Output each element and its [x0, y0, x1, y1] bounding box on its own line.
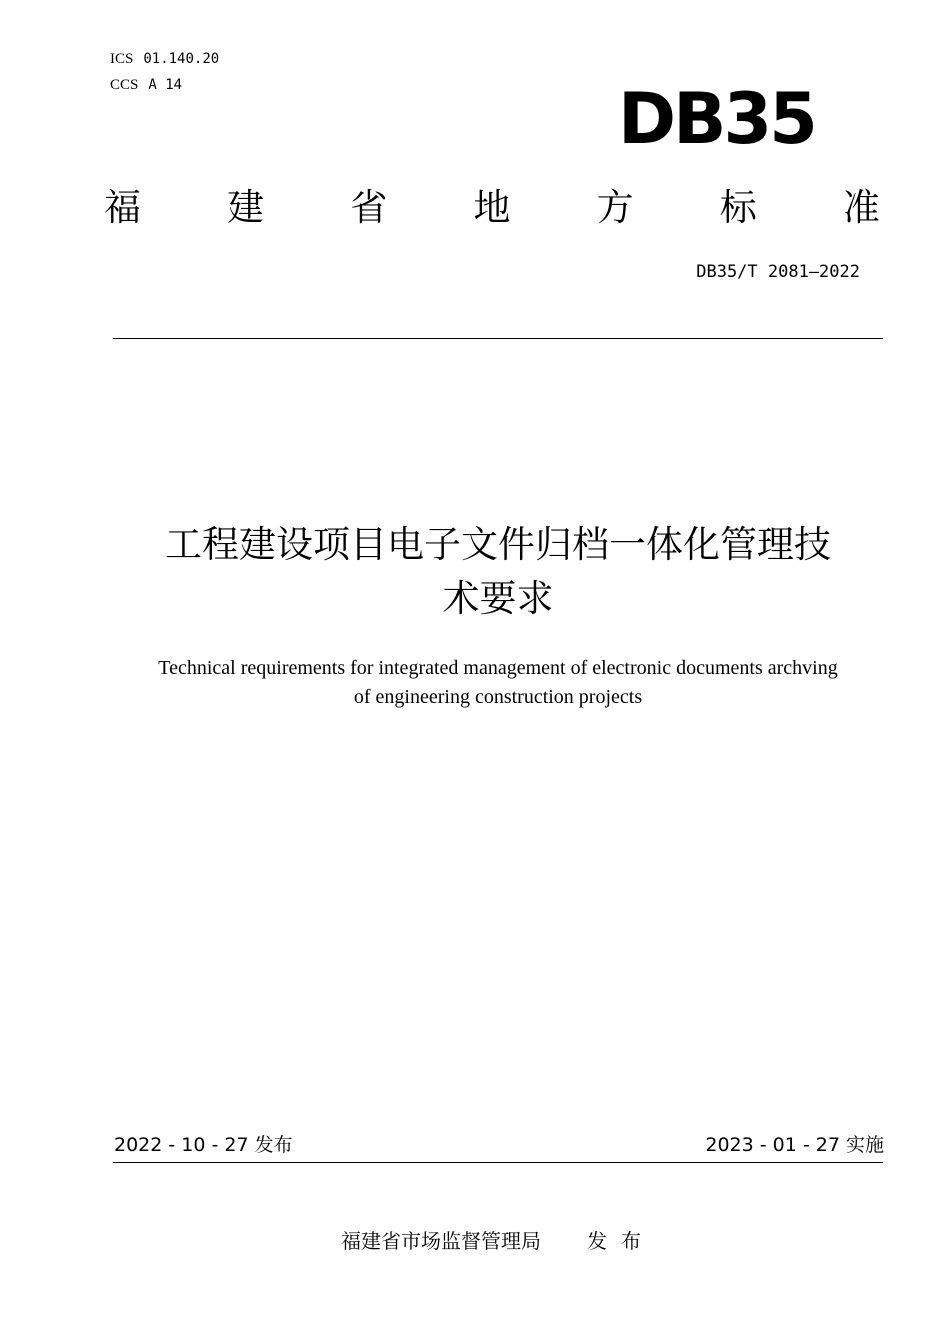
publisher-name: 福建省市场监督管理局	[341, 1229, 541, 1253]
title-cn-line-1: 工程建设项目电子文件归档一体化管理技	[165, 523, 831, 566]
document-title-chinese	[100, 518, 896, 626]
authority-char: 福	[104, 186, 141, 229]
authority-char: 方	[596, 186, 634, 229]
ics-label: ICS	[110, 51, 134, 67]
bottom-divider	[113, 1162, 883, 1163]
authority-char: 建	[227, 186, 265, 229]
standard-number: DB35/T 2081—2022	[696, 262, 860, 282]
authority-char: 准	[842, 186, 880, 229]
publish-verb: 发布	[587, 1229, 655, 1253]
classification-codes	[110, 46, 219, 98]
publisher-line	[100, 1226, 896, 1256]
top-divider	[113, 338, 883, 339]
issue-date: 2022 - 10 - 27 发布	[114, 1134, 293, 1156]
authority-char: 标	[719, 186, 757, 229]
standard-authority-title	[104, 186, 880, 230]
title-en-line-2: of engineering construction projects	[353, 686, 643, 708]
ics-row	[110, 46, 219, 72]
ics-code: 01.140.20	[143, 51, 220, 67]
authority-char: 地	[473, 186, 511, 229]
implementation-date: 2023 - 01 - 27 实施	[705, 1134, 884, 1156]
title-en-line-1: Technical requirements for integrated management of electronic documents archving	[158, 657, 838, 679]
ccs-label: CCS	[110, 77, 139, 93]
ccs-row	[110, 72, 219, 98]
ccs-code: A 14	[148, 77, 183, 93]
title-cn-line-2: 术要求	[442, 577, 554, 620]
authority-char: 省	[350, 186, 388, 229]
document-title-english	[100, 654, 896, 712]
db35-logo: DB35	[618, 78, 815, 160]
